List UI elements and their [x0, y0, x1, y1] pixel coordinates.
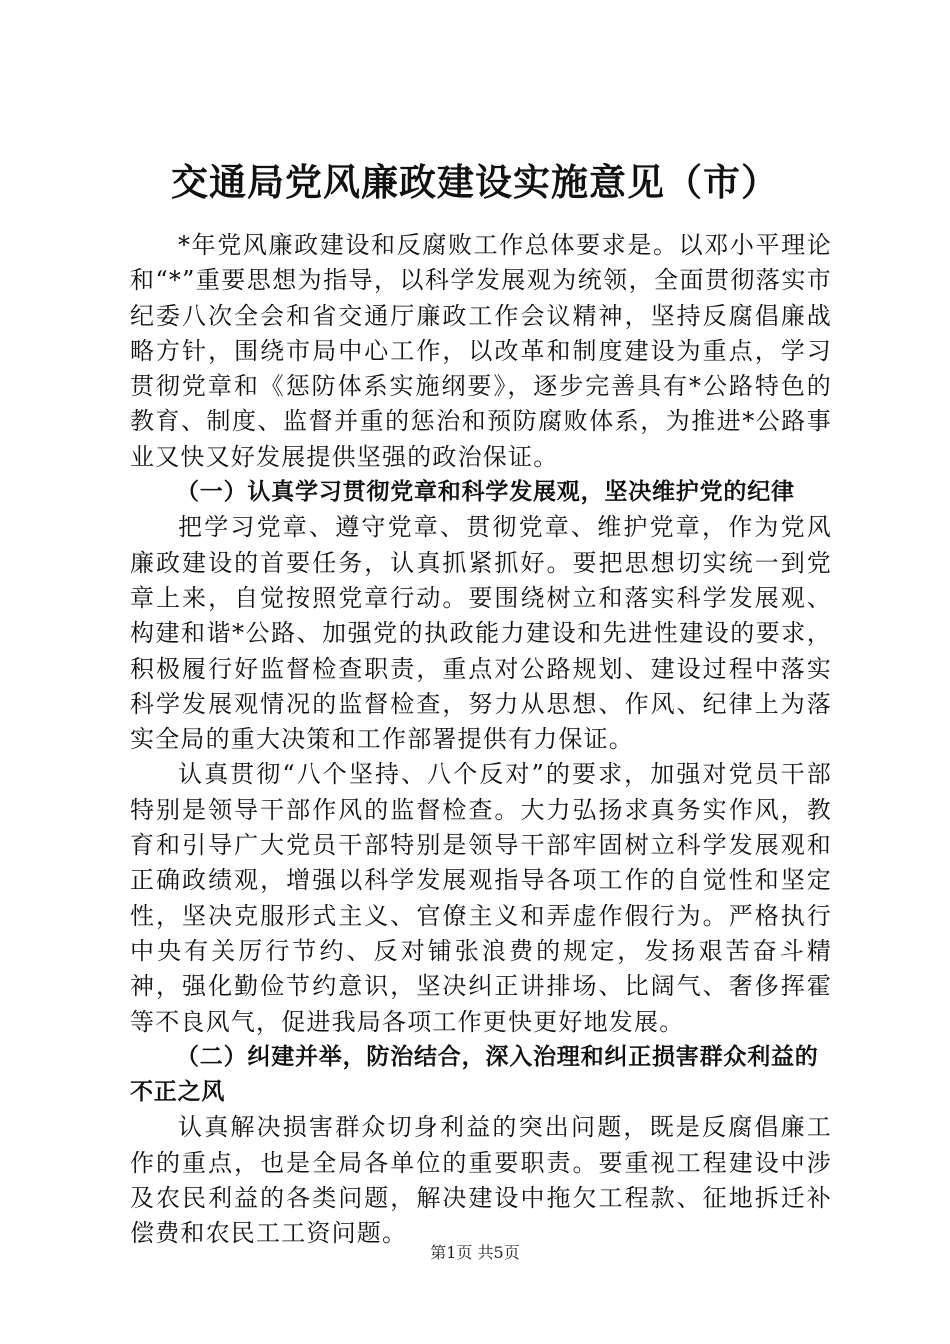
paragraph-section-1-b: 认真贯彻“八个坚持、八个反对”的要求，加强对党员干部特别是领导干部作风的监督检查。大力弘扬求真务实作风，教育和引导广大党员干部特别是领导干部牢固树立科学发展观和正确政绩观，增强以科学发展观指导各项工作的自觉性和坚定性，坚决克服形式主义、官僚主义和弄虚作假行为。严格执行中央有关厉行节约、反对铺张浪费的规定，发扬艰苦奋斗精神，强化勤俭节约意识，坚决纠正讲排场、比阔气、奢侈挥霍等不良风气，促进我局各项工作更快更好地发展。	[130, 760, 832, 1036]
paragraph-section-2-a: 认真解决损害群众切身利益的突出问题，既是反腐倡廉工作的重点，也是全局各单位的重要职责。要重视工程建设中涉及农民利益的各类问题，解决建设中拖欠工程款、征地拆迁补偿费和农民工工资问题。	[130, 1113, 832, 1248]
paragraph-intro: *年党风廉政建设和反腐败工作总体要求是。以邓小平理论和“*”重要思想为指导，以科学发展观为统领，全面贯彻落实市纪委八次全会和省交通厅廉政工作会议精神，坚持反腐倡廉战略方针，围绕市局中心工作，以改革和制度建设为重点，学习贯彻党章和《惩防体系实施纲要》，逐步完善具有*公路特色的教育、制度、监督并重的惩治和预防腐败体系，为推进*公路事业又快又好发展提供坚强的政治保证。	[130, 231, 832, 471]
paragraph-section-1-a: 把学习党章、遵守党章、贯彻党章、维护党章，作为党风廉政建设的首要任务，认真抓紧抓好。要把思想切实统一到党章上来，自觉按照党章行动。要围绕树立和落实科学发展观、构建和谐*公路、加强党的执政能力建设和先进性建设的要求，积极履行好监督检查职责，重点对公路规划、建设过程中落实科学发展观情况的监督检查，努力从思想、作风、纪律上为落实全局的重大决策和工作部署提供有力保证。	[130, 513, 832, 754]
document-body	[130, 228, 832, 1252]
page-footer: 第1页 共5页	[430, 1243, 520, 1262]
section-heading-1: （一）认真学习贯彻党章和科学发展观，坚决维护党的纪律	[176, 479, 795, 506]
section-heading-2: （二）纠建并举，防治结合，深入治理和纠正损害群众利益的不正之风	[130, 1043, 819, 1106]
document-title: 交通局党风廉政建设实施意见（市）	[171, 161, 779, 204]
